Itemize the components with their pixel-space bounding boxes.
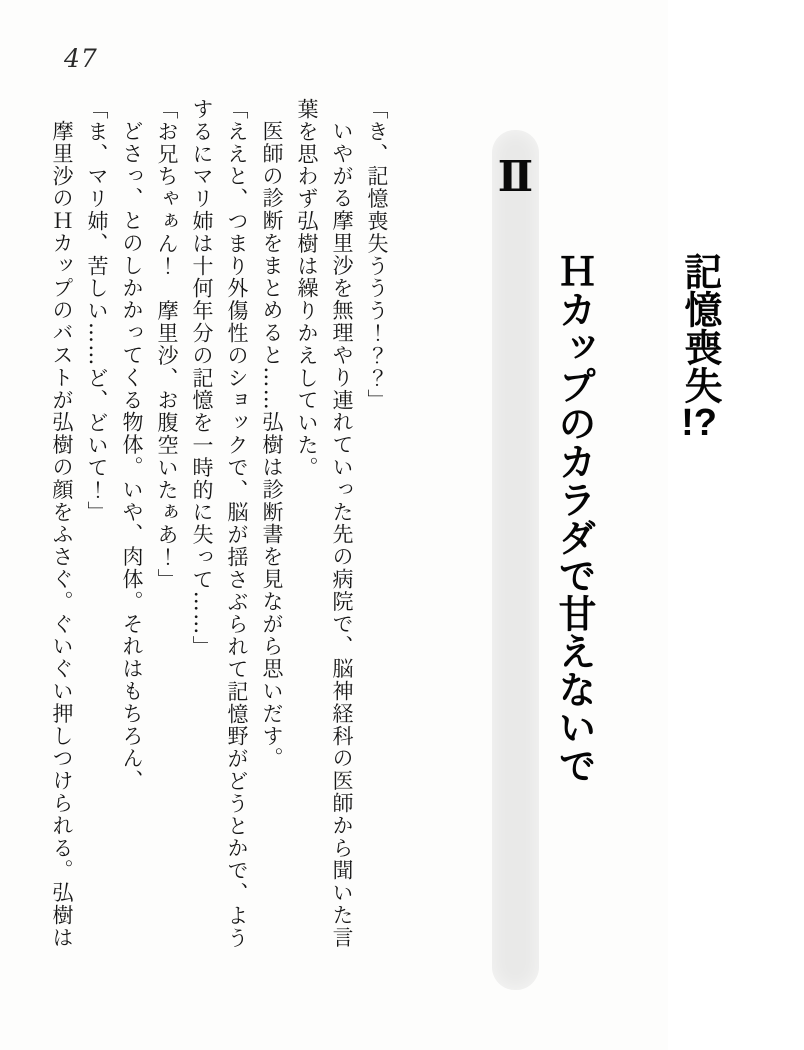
text-column: 「ええと、つまり外傷性のショックで、脳が揺さぶられて記憶野がどうとかで、よう [225,98,249,950]
chapter-title [468,252,804,812]
page-number: 47 [64,44,98,73]
chapter-numeral: Ⅱ [497,152,534,201]
text-column: 葉を思わず弘樹は繰りかえしていた。 [295,98,319,479]
text-column: 摩里沙のＨカップのバストが弘樹の顔をふさぐ。ぐいぐい押しつけられる。弘樹は [50,120,74,949]
text-column: 「ま、マリ姉、苦しい……ど、どいて！」 [85,98,109,524]
chapter-title-line2: Ｈカップのカラダで甘えないで [552,252,594,784]
body-text [42,98,394,998]
text-column: どさっ、とのしかかってくる物体。いや、肉体。それはもちろん、 [120,120,144,792]
text-column: 「き、記憶喪失ううう！？？」 [365,98,389,412]
text-column: 医師の診断をまとめると……弘樹は診断書を見ながら思いだす。 [260,120,284,770]
chapter-title-exclamation-question-mark: !? [681,404,717,442]
chapter-title-line1-text: 記憶喪失 [678,252,720,404]
chapter-title-line1 [678,252,720,812]
text-column: 「お兄ちゃぁん！ 摩里沙、お腹空いたぁあ！」 [155,98,179,591]
text-column: するにマリ姉は十何年分の記憶を一時的に失って……」 [190,98,214,658]
text-column: いやがる摩里沙を無理やり連れていった先の病院で、脳神経科の医師から聞いた言 [330,120,354,949]
